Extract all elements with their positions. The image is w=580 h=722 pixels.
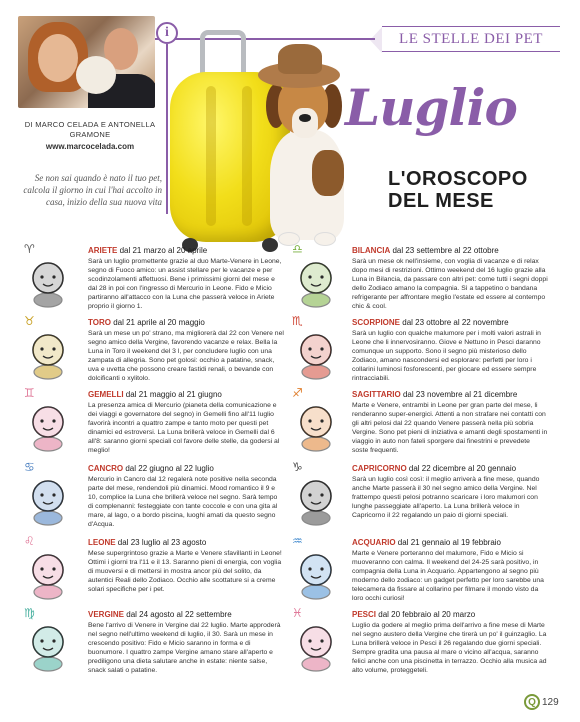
zodiac-illustration (22, 474, 74, 526)
horoscope-text: Marte e Venere, entrambi in Leone per gran parte del mese, li renderanno super-energici. Attenti a non strafare nei contatti con gli altri pelosi dal 22 quando Venere passerà nella più sobria Vergine. Sono pet pieni di iniziativa e amanti degli spostamenti in viaggio in auto non fateli sporgere dai finestrini e prevedete soste frequenti. (352, 402, 548, 454)
horoscope-entry (352, 464, 548, 520)
sign-name: CAPRICORNO (352, 464, 407, 473)
zodiac-illustration (22, 548, 74, 600)
header-rule (150, 38, 375, 40)
zodiac-glyph-icon: ♉ (24, 314, 35, 328)
horoscope-entry (352, 538, 548, 603)
author-names: DI MARCO CELADA E ANTONELLA GRAMONE (24, 120, 156, 139)
zodiac-glyph-icon: ♎ (292, 242, 303, 256)
sign-dates: dal 22 dicembre al 20 gennaio (408, 464, 517, 473)
horoscope-entry (352, 390, 548, 455)
horoscope-text: La presenza amica di Mercurio (pianeta della comunicazione e dei viaggi e governatore del segno) in Gemelli fino all'11 luglio favorirà incontri a quattro zampe e tanto moto per questi pet dinamici ed estroversi. La Luna brillerà veloce in Gemelli dal 6 all'8: saranno giorni speciali col favore delle stelle, da godersi al meglio! (88, 402, 280, 454)
sign-name: LEONE (88, 538, 116, 547)
zodiac-illustration (290, 620, 342, 672)
horoscope-entry (352, 318, 548, 383)
horoscope-text: Luglio da godere al meglio prima dell'arrivo a fine mese di Marte nel segno austero della Vergine che tirerà un po' il guinzaglio. La Luna brillerà veloce in Pesci il 26 regalando due giorni speciali. Sempre gradita una pausa al mare o vicino all'acqua, saranno felici anche con una piscinetta in terrazzo. Occhio alla musica ad alto volume, proteggeteli. (352, 622, 547, 674)
sign-name: SCORPIONE (352, 318, 401, 327)
zodiac-glyph-icon: ♓ (292, 606, 303, 620)
horoscope-entry (88, 464, 284, 529)
author-photo (18, 16, 155, 108)
zodiac-glyph-icon: ♊ (24, 386, 35, 400)
horoscope-text: Sarà un luglio con qualche malumore per i molti valori astrali in Leone che li innervosiranno. Giove e Nettuno in Pesci daranno comunque un supporto. Sono il segno più misterioso dello Zodiaco, amano nascondersi ed esplorare: perfetti per loro i collarini luminosi fosforescenti, per giocare ed essere sempre rintracciabili. (352, 330, 541, 382)
horoscope-text: Sarà un mese ok nell'insieme, con voglia di vacanze e di relax dopo mesi di restrizioni. Ottimo weekend del 16 luglio grazie alla Luna in Bilancia, da passare con altri pet: come tutti i segni doppi dello Zodiaco amano la compagnia. Sì a tappetino o bandana refrigerante per affrontare meglio l'estate ed essere al contempo chic & cool. (352, 258, 548, 310)
zodiac-glyph-icon: ♌ (24, 534, 35, 548)
horoscope-text: Sarà un mese un po' strano, ma migliorerà dal 22 con Venere nel segno amico della Vergine, favorendo vacanze e relax. Bella la Luna in Toro il weekend del 3 l, per concludere luglio con una zampata di allegria. Sono pet golosi: occhio a patatine, snack, uva e uvetta che possono creare fastidi renali, o bevande con dolcificanti o xylitolo. (88, 330, 284, 382)
side-note: Se non sai quando è nato il tuo pet, calcola il giorno in cui l'hai accolto in casa, inizio della sua nuova vita (23, 173, 162, 207)
page-number: 129 (542, 696, 559, 708)
sign-dates: dal 23 luglio al 23 agosto (117, 538, 207, 547)
horoscope-entry (88, 610, 284, 675)
zodiac-illustration (22, 620, 74, 672)
sign-dates: dal 21 marzo al 20 aprile (119, 246, 208, 255)
sign-dates: dal 21 maggio al 21 giugno (125, 390, 222, 399)
page-subtitle: L'OROSCOPO DEL MESE (388, 168, 528, 212)
divider-line (166, 44, 168, 214)
section-label: LE STELLE DEI PET (382, 26, 560, 52)
zodiac-glyph-icon: ♈ (24, 242, 35, 256)
horoscope-text: Bene l'arrivo di Venere in Vergine dal 22 luglio. Marte approderà nel segno nell'ultimo weekend di luglio, il 30. Sarà un mese in crescendo positivo: Fido e Micio saranno in forma e di buonumore. I quattro zampe Vergine amano stare all'aperto e prediligono una dieta salutare anche in estate: niente salse, snack salati o patatine. (88, 622, 281, 674)
zodiac-illustration (290, 474, 342, 526)
horoscope-entry (352, 610, 548, 675)
horoscope-text: Mese supergrintoso grazie a Marte e Venere sfavillanti in Leone! Ottimi i giorni tra l'11 e il 13. Saranno pieni di energia, con voglia di muoversi e di mettersi in mostra ancor più del solito, da autentici Reali dello Zodiaco. Occhio alle scottature si a creme solari specifiche per i pet. (88, 550, 282, 593)
zodiac-illustration (290, 328, 342, 380)
zodiac-illustration (22, 328, 74, 380)
zodiac-illustration (290, 256, 342, 308)
page-title: Luglio (345, 78, 517, 137)
horoscope-text: Sarà un luglio promettente grazie al duo Marte-Venere in Leone, segno di Fuoco amico: un assist stellare per le vacanze e per scodinzolamenti affettuosi. Bene i primissimi giorni del mese e dal 28 in poi con l'ingresso di Mercurio in Leone. Fido e Micio partiranno all'attacco con la Luna che passerà veloce in Ariete proprio il giorno 1. (88, 258, 282, 310)
zodiac-illustration (290, 548, 342, 600)
sign-name: PESCI (352, 610, 377, 619)
sign-dates: dal 20 febbraio al 20 marzo (378, 610, 476, 619)
zodiac-glyph-icon: ♒ (292, 534, 303, 548)
zodiac-illustration (22, 256, 74, 308)
zodiac-glyph-icon: ♏ (292, 314, 303, 328)
horoscope-entry (88, 318, 284, 383)
sign-name: CANCRO (88, 464, 124, 473)
sign-dates: dal 21 aprile al 20 maggio (113, 318, 205, 327)
info-icon: i (156, 22, 178, 44)
sign-name: ACQUARIO (352, 538, 396, 547)
horoscope-entry (88, 538, 284, 594)
zodiac-glyph-icon: ♋ (24, 460, 35, 474)
sign-dates: dal 23 ottobre al 22 novembre (402, 318, 509, 327)
horoscope-text: Mercurio in Cancro dal 12 regalerà note positive nella seconda parte del mese, rendendoli più dinamici. Mood romantico il 9 e 10, complice la Luna che brillerà veloce nel segno. Sarà tempo di complenanni: festeggiate con tante coccole e con una gita al mare, al lago, o a bordo piscina, luoghi amati da questo segno d'Acqua. (88, 476, 278, 528)
zodiac-illustration (290, 400, 342, 452)
horoscope-entry (352, 246, 548, 311)
horoscope-text: Marte e Venere porteranno del malumore, Fido e Micio si muoveranno con calma. Il weekend del 24-25 sarà positivo, in compagnia della Luna in Acquario. Appartengono al segno più moderno dello zodiaco: un gadget perfetto per loro sarebbe una telecamera da fissare al collarino per filmare il mondo visto da loro occhi curiosi! (352, 550, 544, 602)
sign-dates: dal 23 settembre al 22 ottobre (392, 246, 499, 255)
horoscope-entry (88, 246, 284, 311)
sign-dates: dal 22 giugno al 22 luglio (125, 464, 214, 473)
horoscope-entry (88, 390, 284, 455)
zodiac-glyph-icon: ♍ (24, 606, 35, 620)
zodiac-illustration (22, 400, 74, 452)
horoscope-text: Sarà un luglio così così: il meglio arriverà a fine mese, quando anche Marte passerà il 30 nel segno amico della Vergine. Nel frattempo questi pelosi potranno scaricare i loro malumori con lunghe passeggiate all'aperto. La Luna brillerà veloce in Capricorno il 22 regalando un paio di giorni speciali. (352, 476, 540, 519)
zodiac-glyph-icon: ♑ (292, 460, 303, 474)
zodiac-glyph-icon: ♐ (292, 386, 303, 400)
sign-name: ARIETE (88, 246, 118, 255)
sign-name: VERGINE (88, 610, 125, 619)
sign-dates: dal 24 agosto al 22 settembre (126, 610, 232, 619)
sign-name: SAGITTARIO (352, 390, 401, 399)
sign-dates: dal 23 novembre al 21 dicembre (402, 390, 518, 399)
sign-name: BILANCIA (352, 246, 391, 255)
sign-name: GEMELLI (88, 390, 124, 399)
sign-name: TORO (88, 318, 111, 327)
author-url[interactable]: www.marcocelada.com (45, 142, 135, 151)
sign-dates: dal 21 gennaio al 19 febbraio (397, 538, 501, 547)
magazine-logo: Q 129 (524, 694, 559, 710)
